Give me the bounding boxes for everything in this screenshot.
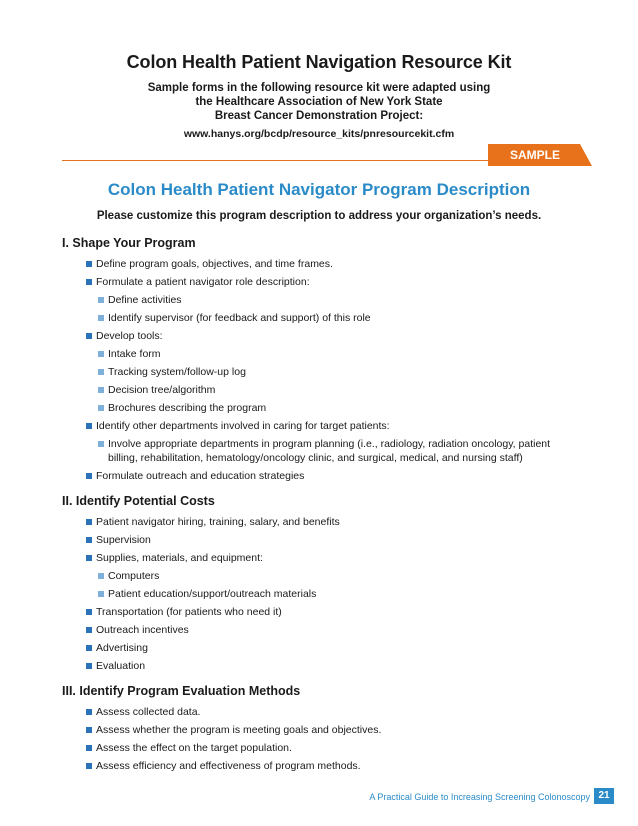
bullet-square-icon [86, 279, 92, 285]
subtitle-line-2: the Healthcare Association of New York State [195, 96, 443, 108]
subtitle-line-1: Sample forms in the following resource kit were adapted using [147, 82, 491, 94]
bullet-square-icon [86, 727, 92, 733]
kit-title: Colon Health Patient Navigation Resource Kit [126, 52, 512, 72]
sub-list-item: Identify supervisor (for feedback and support) of this role [108, 311, 578, 325]
sub-list-item: Brochures describing the program [108, 401, 578, 415]
document-title: Colon Health Patient Navigator Program Description [107, 180, 531, 199]
list-item: Advertising [96, 641, 596, 655]
page-number-badge: 21 [594, 788, 614, 804]
bullet-square-icon [86, 333, 92, 339]
bullet-square-icon [98, 297, 104, 303]
list-item: Define program goals, objectives, and time frames. [96, 257, 596, 271]
bullet-square-icon [86, 555, 92, 561]
sub-list-item: Computers [108, 569, 578, 583]
sub-list-item: Involve appropriate departments in program planning (i.e., radiology, radiation oncology, patient [108, 437, 578, 451]
footer-guide-title: A Practical Guide to Increasing Screening Colonoscopy [369, 792, 590, 802]
bullet-square-icon [86, 473, 92, 479]
sample-badge-tab-edge [580, 144, 592, 166]
sub-list-item: Tracking system/follow-up log [108, 365, 578, 379]
list-item: Assess efficiency and effectiveness of program methods. [96, 759, 596, 773]
bullet-square-icon [86, 709, 92, 715]
subtitle-line-3: Breast Cancer Demonstration Project: [214, 110, 424, 122]
bullet-square-icon [86, 627, 92, 633]
list-item: Formulate outreach and education strategies [96, 469, 596, 483]
customize-instruction: Please customize this program description to address your organization’s needs. [96, 210, 542, 222]
resource-url-link[interactable]: www.hanys.org/bcdp/resource_kits/pnresourcekit.cfm [183, 128, 455, 140]
bullet-square-icon [98, 441, 104, 447]
bullet-square-icon [98, 405, 104, 411]
list-item: Patient navigator hiring, training, salary, and benefits [96, 515, 596, 529]
bullet-square-icon [86, 609, 92, 615]
bullet-square-icon [86, 537, 92, 543]
sub-list-item: Decision tree/algorithm [108, 383, 578, 397]
section-heading-evaluation-methods: III. Identify Program Evaluation Methods [62, 684, 301, 698]
list-item: Evaluation [96, 659, 596, 673]
list-item: Supplies, materials, and equipment: [96, 551, 596, 565]
list-item: Assess whether the program is meeting goals and objectives. [96, 723, 596, 737]
list-item: Develop tools: [96, 329, 596, 343]
sample-badge: SAMPLE [488, 144, 580, 166]
bullet-square-icon [98, 351, 104, 357]
bullet-square-icon [98, 591, 104, 597]
list-item: Identify other departments involved in caring for target patients: [96, 419, 596, 433]
bullet-square-icon [98, 387, 104, 393]
section-heading-shape-program: I. Shape Your Program [62, 236, 196, 250]
bullet-square-icon [98, 369, 104, 375]
sub-list-item: Patient education/support/outreach materials [108, 587, 578, 601]
bullet-square-icon [86, 645, 92, 651]
bullet-square-icon [86, 663, 92, 669]
list-item: Assess collected data. [96, 705, 596, 719]
list-item: Supervision [96, 533, 596, 547]
bullet-square-icon [98, 315, 104, 321]
list-item: Outreach incentives [96, 623, 596, 637]
bullet-square-icon [86, 519, 92, 525]
section-heading-potential-costs: II. Identify Potential Costs [62, 494, 215, 508]
list-item: Transportation (for patients who need it) [96, 605, 596, 619]
bullet-square-icon [86, 763, 92, 769]
sub-list-item: Define activities [108, 293, 578, 307]
bullet-square-icon [86, 423, 92, 429]
sub-list-item: Intake form [108, 347, 578, 361]
bullet-square-icon [86, 745, 92, 751]
bullet-square-icon [98, 573, 104, 579]
list-item: Assess the effect on the target population. [96, 741, 596, 755]
list-item: Formulate a patient navigator role description: [96, 275, 596, 289]
sub-list-item-continuation: billing, rehabilitation, hematology/oncology clinic, and surgical, medical, and nursing staff) [108, 452, 523, 464]
bullet-square-icon [86, 261, 92, 267]
